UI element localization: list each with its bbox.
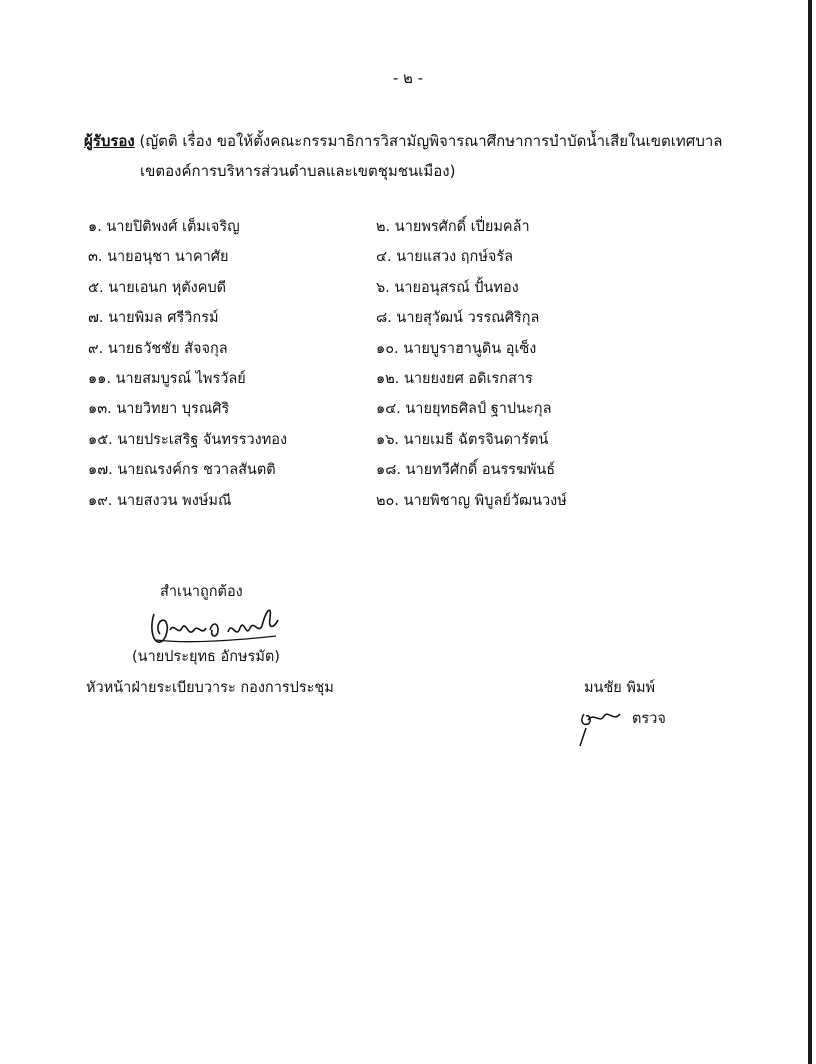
endorser-item: ๙. นายธวัชชัย สัจจกุล	[88, 340, 228, 357]
endorser-item: ๕. นายเอนก หุตังคบดี	[88, 279, 227, 296]
endorser-item: ๘. นายสุวัฒน์ วรรณศิริกุล	[376, 310, 540, 327]
scan-edge	[808, 0, 812, 1064]
endorser-item: ๒. นายพรศักดิ์ เปี่ยมคล้า	[376, 219, 530, 235]
endorser-item: ๑๒. นายยงยศ อดิเรกสาร	[376, 370, 533, 387]
heading-text-line1: (ญัตติ เรื่อง ขอให้ตั้งคณะกรรมาธิการวิสามัญพิจารณาศึกษาการบำบัดน้ำเสียในเขตเทศบาล	[139, 132, 723, 150]
certifier-title: หัวหน้าฝ่ายระเบียบวาระ กองการประชุม	[86, 680, 334, 696]
endorsers-label: ผู้รับรอง	[84, 132, 135, 150]
endorser-item: ๑๖. นายเมธี ฉัตรจินดารัตน์	[376, 431, 549, 448]
endorser-item: ๓. นายอนุชา นาคาศัย	[88, 249, 229, 266]
endorser-item: ๔. นายแสวง ฤกษ์จรัล	[376, 249, 514, 266]
endorser-item: ๑๘. นายทวีศักดิ์ อนรรฆพันธ์	[376, 462, 556, 479]
certified-copy-label: สำเนาถูกต้อง	[160, 584, 243, 600]
endorser-item: ๑๑. นายสมบูรณ์ ไพรวัลย์	[88, 370, 246, 387]
endorser-item: ๑. นายปิติพงศ์ เต็มเจริญ	[88, 219, 240, 235]
endorser-item: ๗. นายพิมล ศรีวิกรม์	[88, 310, 219, 327]
endorser-item: ๑๔. นายยุทธศิลป์ ฐาปนะกุล	[376, 401, 552, 418]
typist-credit: มนชัย พิมพ์	[584, 680, 656, 696]
heading	[84, 126, 774, 186]
certifier-name: (นายประยุทธ อักษรมัต)	[132, 649, 280, 665]
endorser-item: ๑๗. นายณรงค์กร ชวาลสันตติ	[88, 462, 276, 479]
checker-label: ตรวจ	[632, 711, 666, 727]
endorsers-list	[88, 212, 728, 516]
checker-signature	[574, 700, 626, 748]
heading-text-line2: เขตองค์การบริหารส่วนตำบลและเขตชุมชนเมือง)	[140, 162, 456, 180]
endorser-item: ๖. นายอนุสรณ์ ปั้นทอง	[376, 279, 519, 296]
endorser-item: ๑๓. นายวิทยา บุรณศิริ	[88, 401, 230, 418]
endorser-item: ๑๕. นายประเสริฐ จันทรรวงทอง	[88, 431, 288, 448]
endorser-item: ๑๐. นายบูราฮานูดิน อุเซ็ง	[376, 340, 537, 357]
page-number: - ๒ -	[392, 69, 424, 87]
endorser-item: ๒๐. นายพิชาญ พิบูลย์วัฒนวงษ์	[376, 492, 567, 509]
certifier-signature	[140, 600, 300, 648]
endorser-item: ๑๙. นายสงวน พงษ์มณี	[88, 492, 232, 509]
